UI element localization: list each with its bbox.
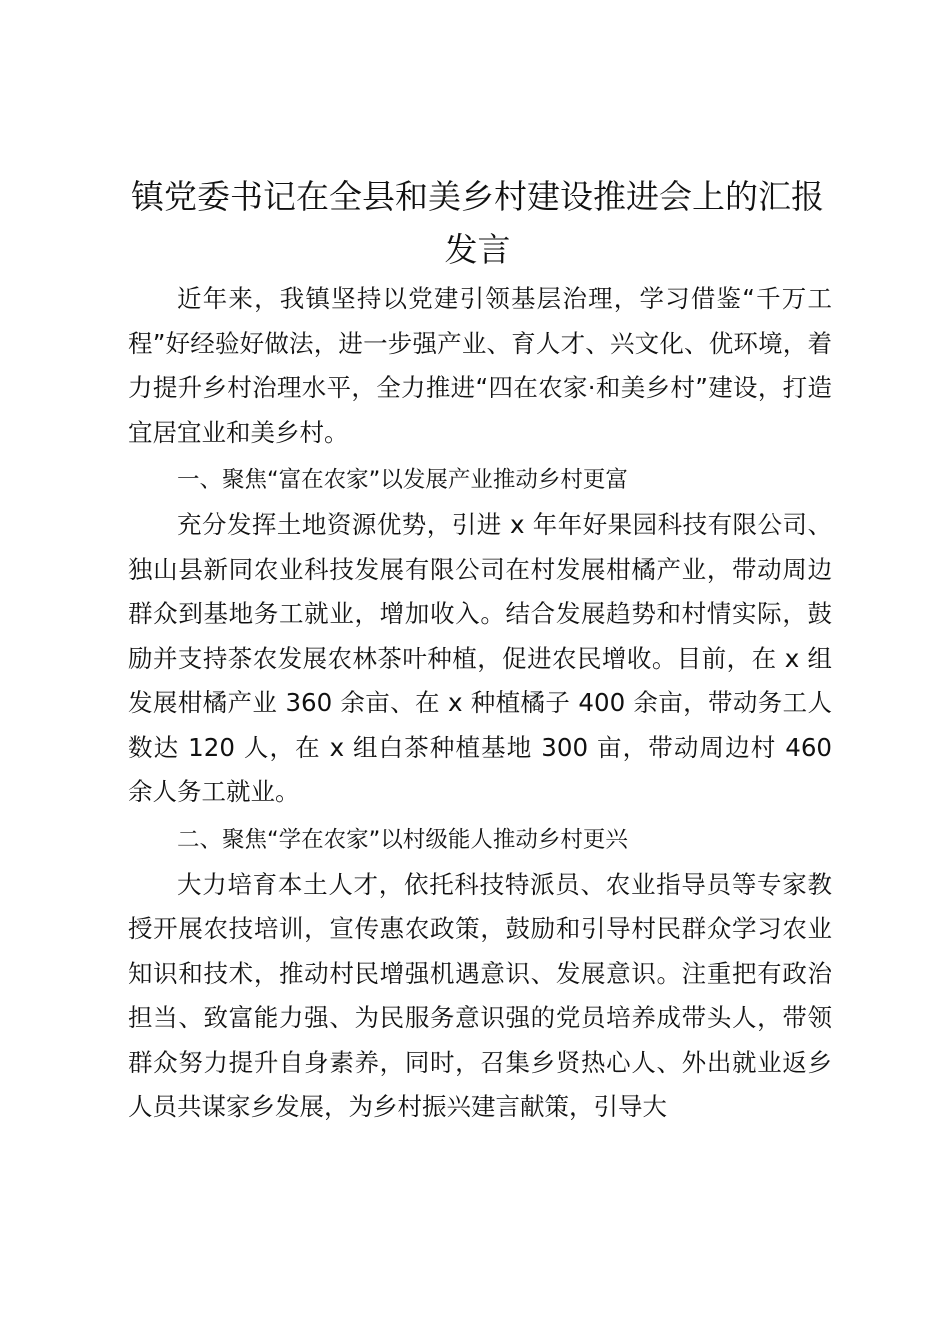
paragraph-intro: 近年来，我镇坚持以党建引领基层治理，学习借鉴“千万工程”好经验好做法，进一步强产业、育人才、兴文化、优环境，着力提升乡村治理水平，全力推进“四在农家·和美乡村”建设，打造宜居宜业和美乡村。	[128, 284, 832, 447]
paragraph-section-1: 充分发挥土地资源优势，引进 x 年年好果园科技有限公司、独山县新同农业科技发展有限公司在村发展柑橘产业，带动周边群众到基地务工就业，增加收入。结合发展趋势和村情实际，鼓励并支持茶农发展农林茶叶种植，促进农民增收。目前，在 x 组发展柑橘产业 360 余亩、在 x 种植橘子 400 余亩，带动务工人数达 120 人，在 x 组白茶种植基地 300 亩，带动周边村 460 余人务工就业。	[128, 510, 832, 806]
document-body	[128, 277, 832, 1130]
section-heading-1: 一、聚焦“富在农家”以发展产业推动乡村更富	[177, 467, 628, 493]
section-heading-2: 二、聚焦“学在农家”以村级能人推动乡村更兴	[177, 826, 628, 853]
paragraph-section-2: 大力培育本土人才，依托科技特派员、农业指导员等专家教授开展农技培训，宣传惠农政策，鼓励和引导村民群众学习农业知识和技术，推动村民增强机遇意识、发展意识。注重把有政治担当、致富能力强、为民服务意识强的党员培养成带头人，带领群众努力提升自身素养，同时，召集乡贤热心人、外出就业返乡人员共谋家乡发展，为乡村振兴建言献策，引导大	[128, 869, 832, 1121]
document-title: 镇党委书记在全县和美乡村建设推进会上的汇报发言	[131, 177, 824, 269]
